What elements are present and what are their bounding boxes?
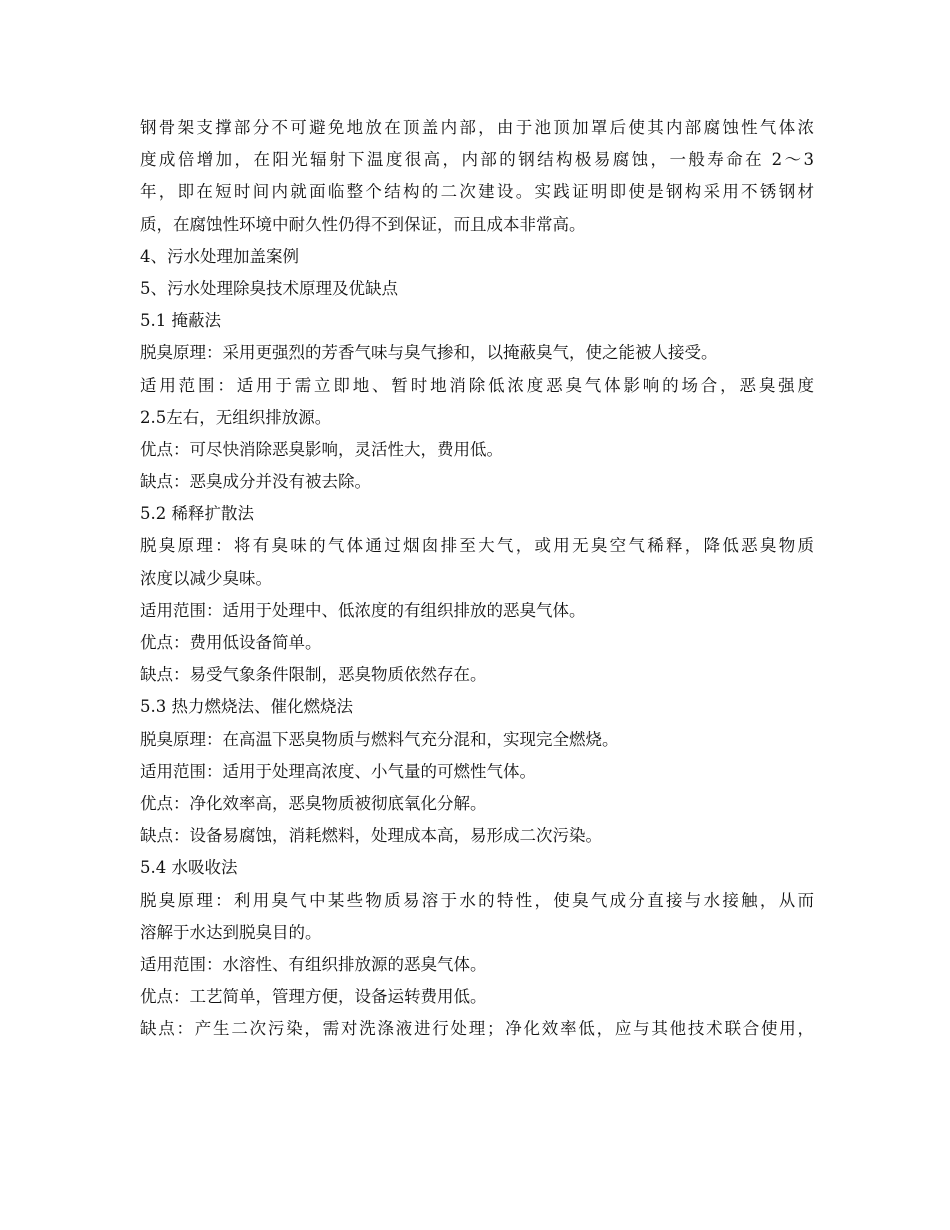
paragraph-line: 优点：可尽快消除恶臭影响，灵活性大，费用低。	[140, 439, 503, 459]
paragraph-line: 脱臭原理：将有臭味的气体通过烟囱排至大气，或用无臭空气稀释，降低恶臭物质	[140, 536, 814, 556]
paragraph-line: 2.5左右，无组织排放源。	[140, 407, 332, 427]
paragraph-line: 缺点：产生二次污染，需对洗涤液进行处理；净化效率低，应与其他技术联合使用，	[140, 1019, 814, 1039]
paragraph-line: 年，即在短时间内就面临整个结构的二次建设。实践证明即使是钢构采用不锈钢材	[140, 182, 814, 202]
paragraph-line: 优点：净化效率高，恶臭物质被彻底氧化分解。	[140, 793, 487, 813]
subsection-heading: 5.4 水吸收法	[140, 858, 238, 878]
paragraph-line: 适用范围：适用于需立即地、暂时地消除低浓度恶臭气体影响的场合，恶臭强度	[140, 375, 814, 395]
paragraph-line: 优点：工艺简单，管理方便，设备运转费用低。	[140, 987, 487, 1007]
paragraph-line: 脱臭原理：在高温下恶臭物质与燃料气充分混和，实现完全燃烧。	[140, 729, 619, 749]
section-heading: 5、污水处理除臭技术原理及优缺点	[140, 278, 398, 298]
paragraph-line: 适用范围：水溶性、有组织排放源的恶臭气体。	[140, 954, 487, 974]
paragraph-line: 适用范围：适用于处理高浓度、小气量的可燃性气体。	[140, 761, 536, 781]
paragraph-line: 钢骨架支撑部分不可避免地放在顶盖内部，由于池顶加罩后使其内部腐蚀性气体浓	[140, 118, 814, 137]
paragraph-line: 脱臭原理：采用更强烈的芳香气味与臭气掺和，以掩蔽臭气，使之能被人接受。	[140, 343, 718, 363]
paragraph-line: 溶解于水达到脱臭目的。	[140, 922, 322, 942]
document-body	[140, 112, 830, 1045]
section-heading: 4、污水处理加盖案例	[140, 246, 299, 266]
paragraph-line: 缺点：恶臭成分并没有被去除。	[140, 472, 371, 492]
paragraph-line: 质，在腐蚀性环境中耐久性仍得不到保证，而且成本非常高。	[140, 214, 586, 234]
paragraph-line: 浓度以减少臭味。	[140, 568, 272, 588]
paragraph-line: 度成倍增加，在阳光辐射下温度很高，内部的钢结构极易腐蚀，一般寿命在 2～3	[140, 150, 814, 170]
paragraph-line: 优点：费用低设备简单。	[140, 633, 322, 652]
paragraph-line: 缺点：易受气象条件限制，恶臭物质依然存在。	[140, 665, 487, 685]
paragraph-line: 适用范围：适用于处理中、低浓度的有组织排放的恶臭气体。	[140, 600, 586, 620]
subsection-heading: 5.2 稀释扩散法	[140, 504, 254, 524]
subsection-heading: 5.3 热力燃烧法、催化燃烧法	[140, 697, 353, 717]
paragraph-line: 缺点：设备易腐蚀，消耗燃料，处理成本高，易形成二次污染。	[140, 826, 602, 846]
paragraph-line: 脱臭原理：利用臭气中某些物质易溶于水的特性，使臭气成分直接与水接触，从而	[140, 890, 814, 910]
subsection-heading: 5.1 掩蔽法	[140, 311, 221, 331]
